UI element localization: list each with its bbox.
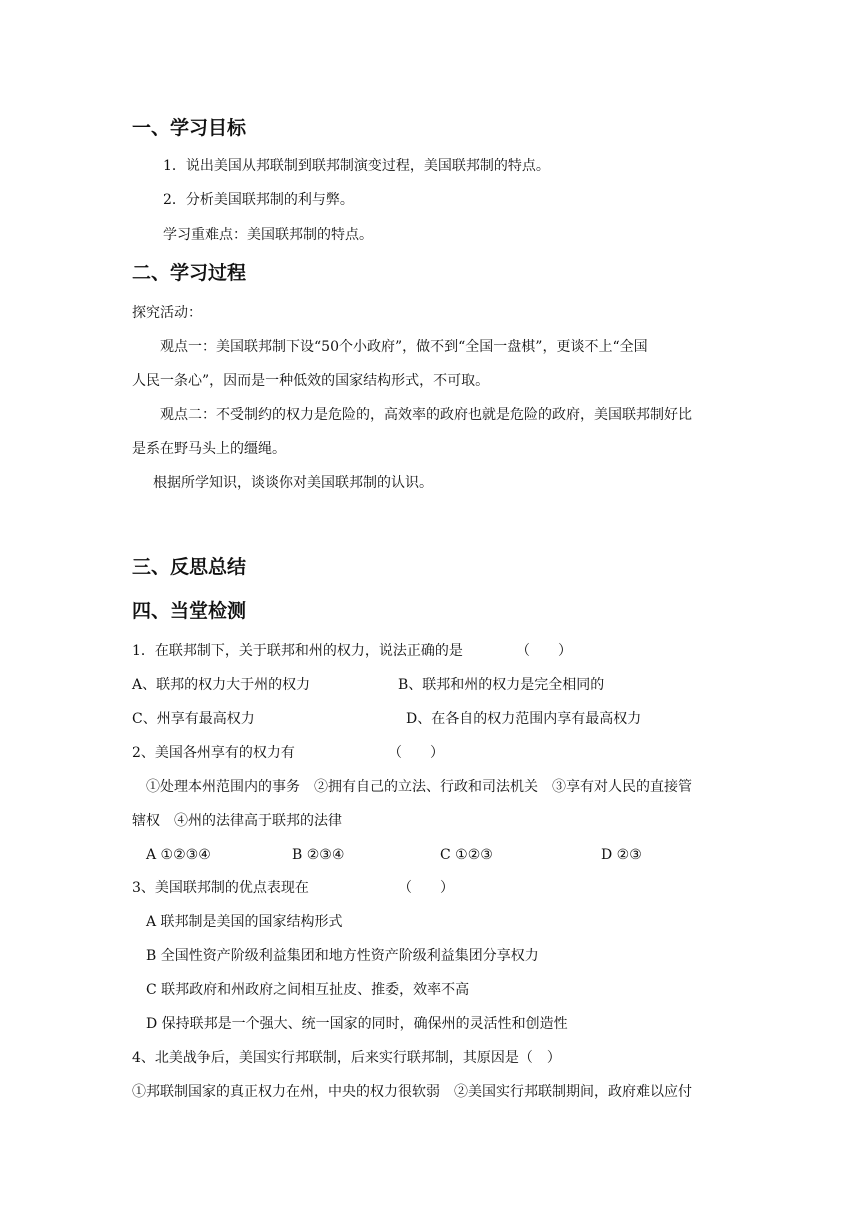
view-2-line-2: 是系在野马头上的缰绳。 [132, 441, 286, 457]
question-2-items-line-2: 辖权 ④州的法律高于联邦的法律 [132, 813, 342, 829]
view-1-line-2: 人民一条心”，因而是一种低效的国家结构形式，不可取。 [132, 373, 490, 389]
task-prompt: 根据所学知识，谈谈你对美国联邦制的认识。 [153, 475, 433, 491]
question-2-option-a: A ①②③④ [146, 847, 211, 863]
question-1-stem: 1．在联邦制下，关于联邦和州的权力，说法正确的是 [132, 643, 463, 659]
goal-2: 2．分析美国联邦制的利与弊。 [163, 192, 354, 208]
question-3-option-a: A 联邦制是美国的国家结构形式 [146, 914, 343, 930]
question-3-stem: 3、美国联邦制的优点表现在 [132, 880, 309, 896]
question-1-option-b: B、联邦和州的权力是完全相同的 [398, 677, 605, 693]
question-2-stem: 2、美国各州享有的权力有 [132, 745, 295, 761]
view-1-line-1: 观点一：美国联邦制下设“50个小政府”，做不到“全国一盘棋”，更谈不上“全国 [160, 339, 648, 355]
question-3-option-b: B 全国性资产阶级利益集团和地方性资产阶级利益集团分享权力 [146, 948, 539, 964]
goal-1: 1．说出美国从邦联制到联邦制演变过程，美国联邦制的特点。 [163, 158, 550, 174]
question-1-option-d: D、在各自的权力范围内享有最高权力 [406, 711, 642, 727]
activity-label: 探究活动： [132, 305, 202, 321]
question-1-bracket: （ ） [516, 643, 572, 659]
question-2-items-line-1: ①处理本州范围内的事务 ②拥有自己的立法、行政和司法机关 ③享有对人民的直接管 [146, 779, 692, 795]
section-heading-goals: 一、学习目标 [132, 117, 247, 139]
question-3-option-c: C 联邦政府和州政府之间相互扯皮、推委，效率不高 [146, 982, 470, 998]
question-4-stem: 4、北美战争后，美国实行邦联制，后来实行联邦制，其原因是（ ） [132, 1050, 561, 1066]
question-1-option-c: C、州享有最高权力 [132, 711, 255, 727]
key-point: 学习重难点：美国联邦制的特点。 [163, 227, 373, 243]
question-2-option-c: C ①②③ [440, 847, 493, 863]
question-2-option-b: B ②③④ [292, 847, 345, 863]
question-2-bracket: （ ） [388, 745, 444, 761]
question-4-items-line-1: ①邦联制国家的真正权力在州，中央的权力很软弱 ②美国实行邦联制期间，政府难以应付 [132, 1084, 692, 1100]
view-2-line-1: 观点二：不受制约的权力是危险的，高效率的政府也就是危险的政府，美国联邦制好比 [160, 407, 692, 423]
question-2-option-d: D ②③ [601, 847, 642, 863]
question-3-bracket: （ ） [398, 880, 454, 896]
question-1-option-a: A、联邦的权力大于州的权力 [132, 677, 311, 693]
section-heading-process: 二、学习过程 [132, 262, 247, 284]
section-heading-quiz: 四、当堂检测 [132, 600, 247, 622]
question-3-option-d: D 保持联邦是一个强大、统一国家的同时，确保州的灵活性和创造性 [146, 1016, 568, 1032]
section-heading-reflection: 三、反思总结 [132, 556, 247, 578]
